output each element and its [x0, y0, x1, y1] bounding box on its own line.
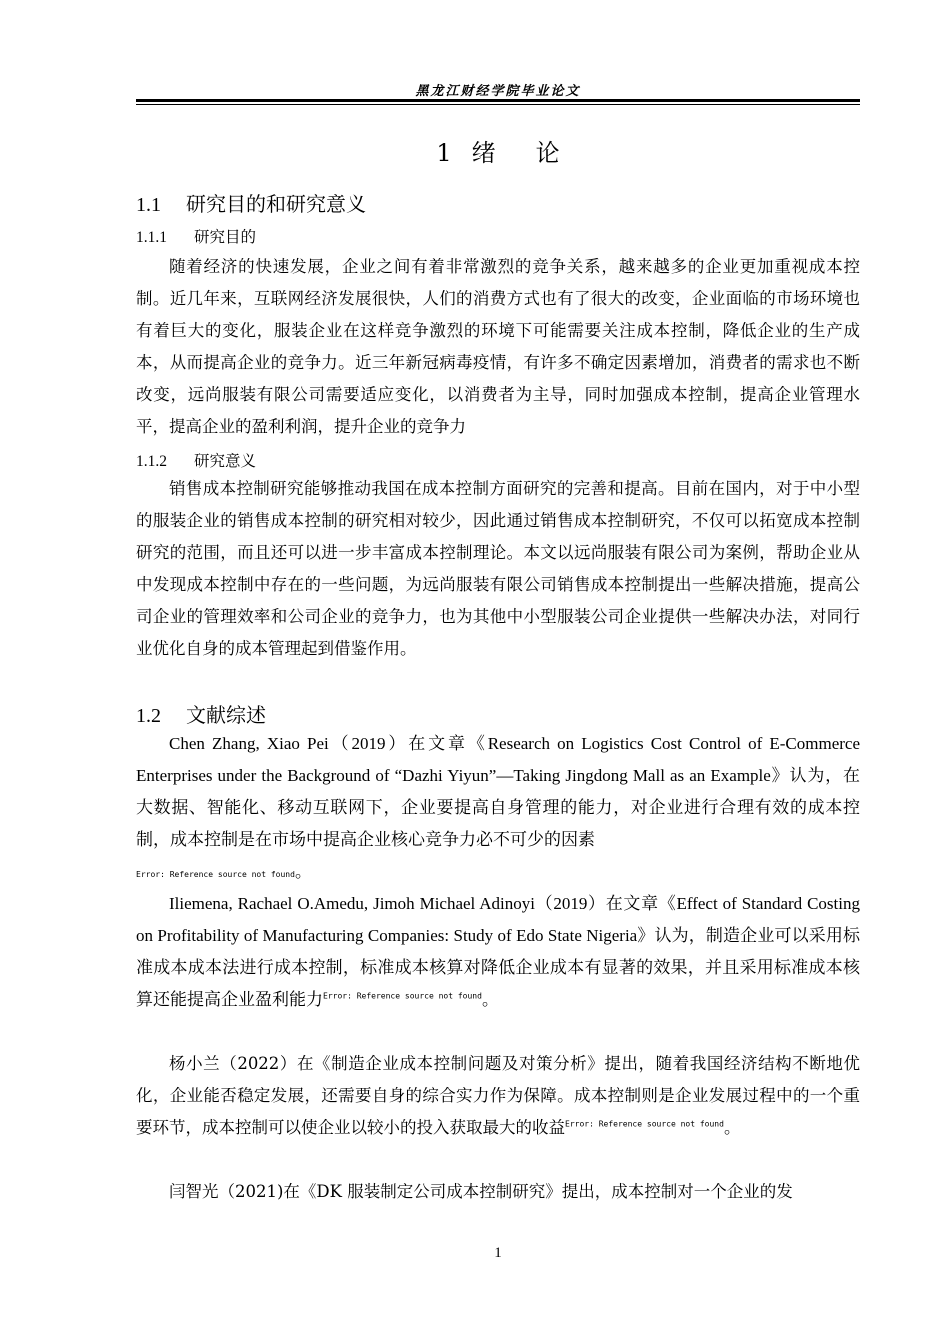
- citation-period-2: 。: [481, 990, 499, 1009]
- section-number: 1.1.1: [136, 229, 167, 246]
- paragraph-purpose: 随着经济的快速发展，企业之间有着非常激烈的竞争关系，越来越多的企业更加重视成本控制。近几年来，互联网经济发展很快，人们的消费方式也有了很大的改变，企业面临的市场环境也有着巨大的变化，服装企业在这样竞争激烈的环境下可能需要关注成本控制，降低企业的生产成本，从而提高企业的竞争力。近三年新冠病毒疫情，有许多不确定因素增加，消费者的需求也不断改变，远尚服装有限公司需要适应变化，以消费者为主导，同时加强成本控制，提高企业管理水平，提高企业的盈利利润，提升企业的竞争力: [136, 257, 860, 436]
- header-rule-thick: [136, 99, 860, 102]
- citation-error-2: Error: Reference source not found: [323, 991, 482, 1001]
- literature-2-text: Iliemena, Rachael O.Amedu, Jimoh Michael Adinoyi（2019）在文章《Effect of Standard Costing on Profitability of Manufacturing Companies: Study of Edo State Nigeria》认为，制造企业可以采用标准成本成本法进行成本控制，标准成本核算对降低企业成本有显著的效果，并且采用标准成本核算还能提高企业盈利能力: [136, 894, 860, 1009]
- literature-1-text: Chen Zhang, Xiao Pei（2019）在文章《Research on Logistics Cost Control of E-Commerce Enterprises under the Background of “Dazhi Yiyun”—Taking Jingdong Mall as an Example》认为，在大数据、智能化、移动互联网下，企业要提高自身管理的能力，对企业进行合理有效的成本控制，成本控制是在市场中提高企业核心竞争力必不可少的因素: [136, 734, 860, 849]
- section-title: 研究目的和研究意义: [186, 192, 366, 216]
- citation-error-1: Error: Reference source not found: [136, 870, 295, 879]
- section-title: 研究目的: [194, 228, 257, 246]
- section-title: 文献综述: [186, 703, 266, 727]
- literature-3-text: 杨小兰（2022）在《制造企业成本控制问题及对策分析》提出，随着我国经济结构不断地优化，企业能否稳定发展，还需要自身的综合实力作为保障。成本控制则是企业发展过程中的一个重要环节，成本控制可以使企业以较小的投入获取最大的收益: [136, 1054, 860, 1137]
- page-number: 1: [494, 1245, 502, 1261]
- section-heading-1-1: [136, 188, 366, 217]
- chapter-title-part2: 论: [535, 139, 560, 167]
- paragraph-significance: 销售成本控制研究能够推动我国在成本控制方面研究的完善和提高。目前在国内，对于中小型的服装企业的销售成本控制的研究相对较少，因此通过销售成本控制研究，不仅可以拓宽成本控制研究的范围，而且还可以进一步丰富成本控制理论。本文以远尚服装有限公司为案例，帮助企业从中发现成本控制中存在的一些问题，为远尚服装有限公司销售成本控制提出一些解决措施，提高公司企业的管理效率和公司企业的竞争力，也为其他中小型服装公司企业提供一些解决办法，对同行业优化自身的成本管理起到借鉴作用。: [136, 479, 860, 658]
- paragraph-literature-2: [136, 888, 860, 1016]
- section-number: 1.1.2: [136, 453, 167, 470]
- section-number: 1.1: [136, 194, 161, 216]
- chapter-title-part1: 绪: [471, 139, 496, 167]
- chapter-title: [136, 133, 860, 168]
- section-heading-1-1-1: [136, 225, 256, 247]
- citation-period-1: 。: [294, 862, 312, 881]
- header-rule-thin: [136, 104, 860, 105]
- paragraph-literature-4: 闫智光（2021)在《DK 服装制定公司成本控制研究》提出，成本控制对一个企业的发: [169, 1182, 793, 1201]
- section-title: 研究意义: [194, 452, 257, 470]
- paragraph-literature-1: [136, 728, 860, 891]
- chapter-number: 1: [436, 139, 452, 167]
- section-heading-1-2: [136, 699, 266, 728]
- section-number: 1.2: [136, 705, 161, 727]
- paragraph-literature-3: [136, 1048, 860, 1144]
- citation-period-3: 。: [723, 1118, 741, 1137]
- running-header: 黑龙江财经学院毕业论文: [415, 84, 581, 99]
- section-heading-1-1-2: [136, 449, 256, 471]
- citation-error-3: Error: Reference source not found: [565, 1119, 724, 1129]
